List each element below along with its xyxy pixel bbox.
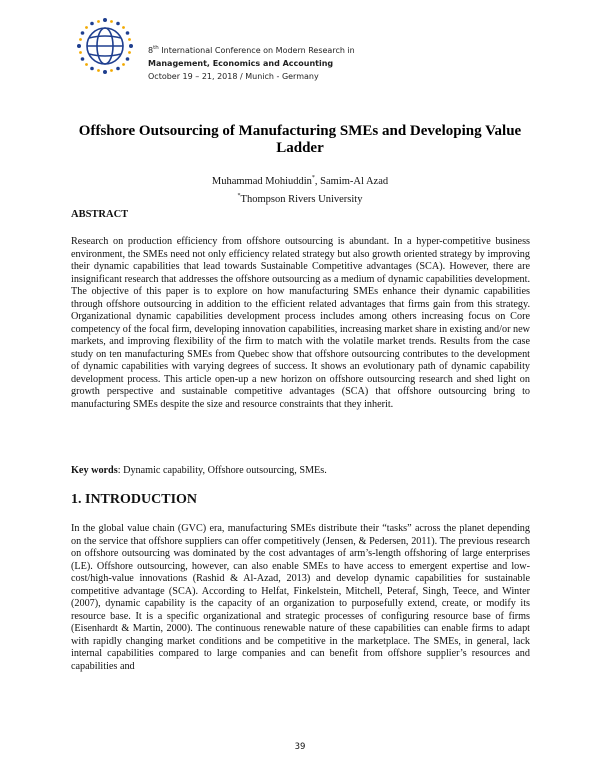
conference-ordinal-suffix: th	[153, 45, 159, 51]
abstract-text: Research on production efficiency from offshore outsourcing is abundant. In a hyper-competitive business environment, the SMEs need not only efficiency related strategy but also growth oriented strategy by improving their dynamic capabilities that lead towards Sustainable Competitive advantages (SCA). However, there are insignificant research that addresses the offshore outsourcing as a medium of dynamic capabilities development. The objective of this paper is to explore on how manufacturing SMEs enhance their dynamic capabilities through offshore outsourcing in addition to the efficient related advantages that firms gain from this strategy. Organizational dynamic capabilities development process includes among others increasing focus on Core competency of the focal firm, developing innovation capabilities, increasing market share in existing and/or new markets, and improving flexibility of the firm to match with the volatile market trends. Results from the case study on ten manufacturing SMEs from Quebec show that offshore outsourcing contributes to the development of dynamic capabilities with varying degrees of success. It shows an evolutionary path of dynamic capability development process. This article open-up a new horizon on offshore outsourcing research and shed light on growth perspective and sustainable competitive advantages (SCA) that offshore outsourcing bring to manufacturing SMEs despite the size and resource constraints that they inherit.	[71, 236, 530, 410]
conference-globe-logo-icon	[73, 14, 137, 78]
introduction-heading: 1. INTRODUCTION	[71, 492, 198, 507]
author-affiliation-line	[70, 189, 530, 207]
conference-name: International Conference on Modern Research in	[158, 46, 355, 55]
conference-ordinal: 8	[148, 46, 154, 55]
keywords-line	[71, 465, 530, 478]
author-primary-mark: *	[311, 175, 315, 181]
author-names	[70, 171, 530, 189]
conference-subject: Management, Economics and Accounting	[148, 59, 334, 68]
page-number: 39	[294, 742, 306, 752]
conference-date-location: October 19 – 21, 2018 / Munich - Germany	[148, 72, 319, 81]
keywords-text: : Dynamic capability, Offshore outsourcing, SMEs.	[117, 465, 327, 476]
conference-name-line	[148, 42, 355, 57]
abstract-heading: ABSTRACT	[71, 209, 129, 220]
introduction-text: In the global value chain (GVC) era, manufacturing SMEs distribute their “tasks” across the planet depending on the service that offshore suppliers can offer competitively (Jensen, & Pedersen, 2011). The previous research on offshore outsourcing was dominated by the cost advantages of arm’s-length offshoring of large enterprises (LE). Offshore outsourcing, however, can also enable SMEs to have access to emergent expertise and low-cost/high-value innovations (Rashid & Al-Azad, 2013) and develop dynamic capabilities for sustainable competitive advantage (SCA). According to Helfat, Finkelstein, Mitchell, Peteraf, Singh, Teece, and Winter (2007), dynamic capability is the capacity of an organization to purposefully extend, create, or modify its resource base. It is a specific organizational and strategic processes of configuring resource base of firms (Eisenhardt & Martin, 2000). The continuous renewable nature of these capabilities can enable firms to adapt with rapidly changing market conditions and be competitive in the marketplace. The SMEs, in general, lack internal capabilities compared to large companies and can benefit from offshore supplier’s resources and capabilities and	[71, 523, 530, 672]
author-secondary: , Samim-Al Azad	[314, 176, 389, 187]
paper-title: Offshore Outsourcing of Manufacturing SMEs and Developing Value Ladder	[78, 123, 522, 156]
conference-header	[148, 42, 355, 83]
author-primary: Muhammad Mohiuddin	[211, 176, 312, 187]
author-affiliation: Thompson Rivers University	[240, 194, 363, 205]
keywords-label: Key words	[71, 465, 118, 476]
author-block	[70, 171, 530, 207]
affiliation-mark: *	[237, 193, 241, 199]
